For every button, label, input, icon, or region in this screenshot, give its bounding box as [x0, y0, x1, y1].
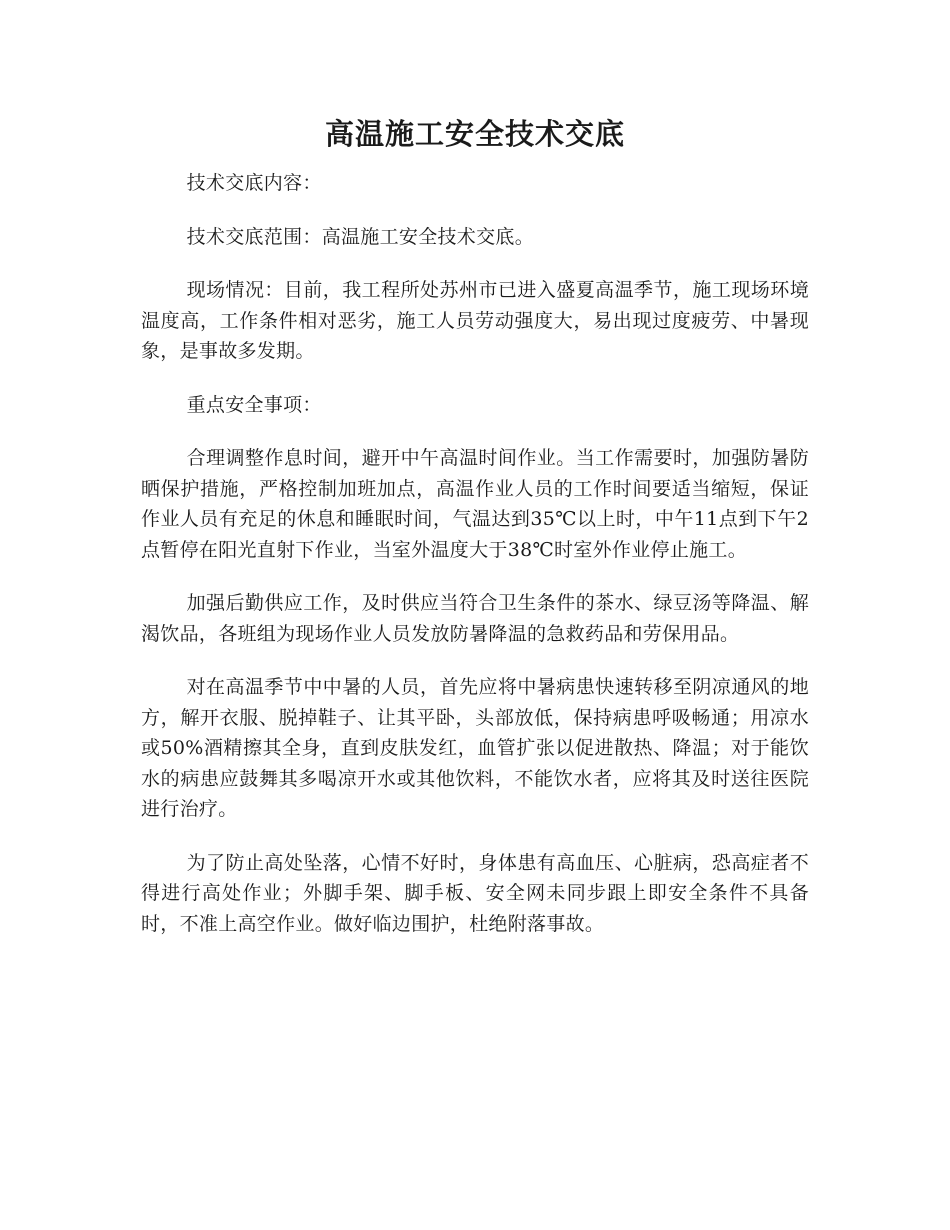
paragraph-site-situation: 现场情况：目前，我工程所处苏州市已进入盛夏高温季节，施工现场环境温度高，工作条件相对恶劣，施工人员劳动强度大，易出现过度疲劳、中暑现象，是事故多发期。	[141, 279, 809, 362]
document-title: 高温施工安全技术交底	[324, 117, 625, 151]
paragraph-scope: 技术交底范围：高温施工安全技术交底。	[186, 225, 534, 248]
paragraph-heatstroke-treatment: 对在高温季节中中暑的人员，首先应将中暑病患快速转移至阴凉通风的地方，解开衣服、脱掉鞋子、让其平卧，头部放低，保持病患呼吸畅通；用凉水或50%酒精擦其全身，直到皮肤发红，血管扩张以促进散热、降温；对于能饮水的病患应鼓舞其多喝凉开水或其他饮料，不能饮水者，应将其及时送往医院进行治疗。	[141, 676, 809, 820]
paragraph-fall-prevention: 为了防止高处坠落，心情不好时，身体患有高血压、心脏病，恐高症者不得进行高处作业；外脚手架、脚手板、安全网未同步跟上即安全条件不具备时，不准上高空作业。做好临边围护，杜绝附落事故。	[141, 851, 809, 935]
paragraph-logistics-supply: 加强后勤供应工作，及时供应当符合卫生条件的茶水、绿豆汤等降温、解渴饮品，各班组为现场作业人员发放防暑降温的急救药品和劳保用品。	[141, 592, 809, 645]
paragraph-schedule-adjustment: 合理调整作息时间，避开中午高温时间作业。当工作需要时，加强防暑防晒保护措施，严格控制加班加点，高温作业人员的工作时间要适当缩短，保证作业人员有充足的休息和睡眠时间，气温达到35℃以上时，中午11点到下午2点暂停在阳光直射下作业，当室外温度大于38℃时室外作业停止施工。	[141, 447, 809, 561]
paragraph-content-heading: 技术交底内容：	[186, 172, 322, 194]
document-body	[141, 168, 809, 962]
paragraph-key-items-heading: 重点安全事项：	[186, 393, 322, 416]
